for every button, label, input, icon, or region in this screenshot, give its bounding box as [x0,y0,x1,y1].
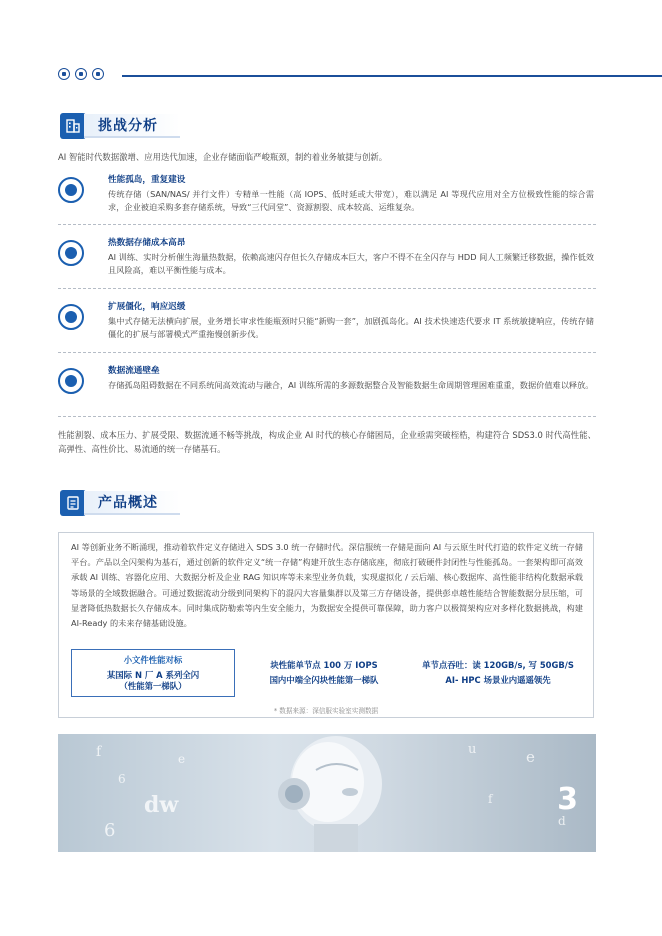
section-title: 挑战分析 [84,114,180,138]
dot-icon [92,68,104,80]
stat-line: 单节点吞吐：读 120GB/s, 写 50GB/S [422,660,574,670]
header-dots [58,68,662,80]
challenge-item [58,236,596,280]
challenge-item-body: 集中式存储无法横向扩展，业务增长审求性能瓶颈时只能“新购一套”，加剧孤岛化。AI 技术快速迭代要求 IT 系统敏捷响应，传统存储僵化的扩展与部署模式严重拖慢创新步伐。 [108,316,594,339]
clock-icon [58,304,84,330]
section-title: 产品概述 [84,491,180,515]
divider [58,224,596,225]
challenge-intro: AI 智能时代数据激增、应用迭代加速，企业存储面临严峻瓶颈，制约着业务敏捷与创新。 [58,152,388,162]
decor-glyph: e [178,752,186,766]
section-heading-product [60,490,180,516]
challenge-item-title: 扩展僵化，响应迟缓 [108,302,186,312]
header-bar [58,68,662,84]
challenge-item-title: 性能孤岛，重复建设 [108,175,186,185]
divider [58,416,596,417]
stat-card [413,649,583,697]
dot-icon [75,68,87,80]
coins-icon [58,240,84,266]
dot-icon [58,68,70,80]
challenge-item-title: 数据流通壁垒 [108,366,160,376]
section-heading-challenge [60,113,180,139]
challenge-summary: 性能割裂、成本压力、扩展受限、数据流通不畅等挑战，构成企业 AI 时代的核心存储困局，企业亟需突破桎梏，构建符合 SDS3.0 时代高性能、高弹性、高性价比、易流通的统一存储基石。 [58,430,596,454]
stat-card [71,649,235,697]
stat-line: （性能第一梯队） [119,680,187,691]
building-icon [60,113,86,139]
decor-glyph: d [558,814,566,828]
decor-glyph: e [526,748,535,766]
decor-glyph: dw [144,792,179,818]
product-overview-box [58,532,594,718]
challenge-item-body: AI 训练、实时分析催生海量热数据，依赖高速闪存但长久存储成本巨大，客户不得不在全闪存与 HDD 间人工频繁迁移数据，操作低效且风险高，难以平衡性能与成本。 [108,252,594,275]
stat-line: 小文件性能对标 [123,654,183,665]
challenge-item-body: 传统存储（SAN/NAS/ 并行文件）专精单一性能（高 IOPS、低时延或大带宽），难以满足 AI 等现代应用对全方位极致性能的综合需求，企业被迫采购多套存储系统，导致“三代同堂”、资源割裂、成本较高、运维复杂。 [108,189,594,212]
stat-line: AI- HPC 场景业内遥遥领先 [445,675,551,685]
layers-icon [58,368,84,394]
page-number: 3 [557,782,578,817]
challenge-item-body: 存储孤岛阻碍数据在不同系统间高效流动与融合，AI 训练所需的多源数据整合及智能数据生命周期管理困难重重，数据价值难以释放。 [108,380,594,390]
document-icon [60,490,86,516]
challenge-item [58,364,596,408]
decor-glyph: f [96,744,102,760]
divider [58,352,596,353]
header-rule [122,75,662,77]
stat-line: 块性能单节点 100 万 IOPS [270,660,378,670]
challenge-item-title: 热数据存储成本高昂 [108,238,186,248]
decor-glyph: 6 [118,772,126,786]
stat-line: 国内中端全闪块性能第一梯队 [269,675,379,685]
product-overview-text: AI 等创新业务不断涌现，推动着软件定义存储进入 SDS 3.0 统一存储时代。深信服统一存储是面向 AI 与云原生时代打造的软件定义统一存储平台。产品以全闪架构为基石，通过创新的软件定义“统一存储”构建开放生态存储底座，彻底打破硬件封闭性与性能孤岛。一套架构即可高效承载 AI 训练、容器化应用、大数据分析及企业 RAG 知识库等未来型业务负载，实现虚拟化 / 云后端、核心数据库、高性能非结构化数据承载等场景的全域数据融合。可通过数据流动分级到同架构下的混闪大容量集群以及第三方存储设备，提供彭卓越性能结合智能数据分层压缩，可显著降低热数据长久存储成本。同时集成防勒索等内生安全能力，为数据安全提供可靠保障，助力客户以极简架构应对多样化数据挑战，构建 AI-Ready 的未来存储基础设施。 [71,542,583,629]
decor-glyph: 6 [104,820,116,841]
data-source-note: * 数据来源：深信服实验室实测数据 [273,707,379,715]
robot-head-illustration [258,734,408,852]
stat-line: 某国际 N 厂 A 系列全闪 [106,669,200,680]
challenge-item [58,173,596,217]
stat-card [241,649,407,697]
divider [58,288,596,289]
banner-image [58,734,596,852]
database-icon [58,177,84,203]
challenge-item [58,300,596,344]
decor-glyph: f [488,792,493,806]
decor-glyph: u [468,742,477,757]
